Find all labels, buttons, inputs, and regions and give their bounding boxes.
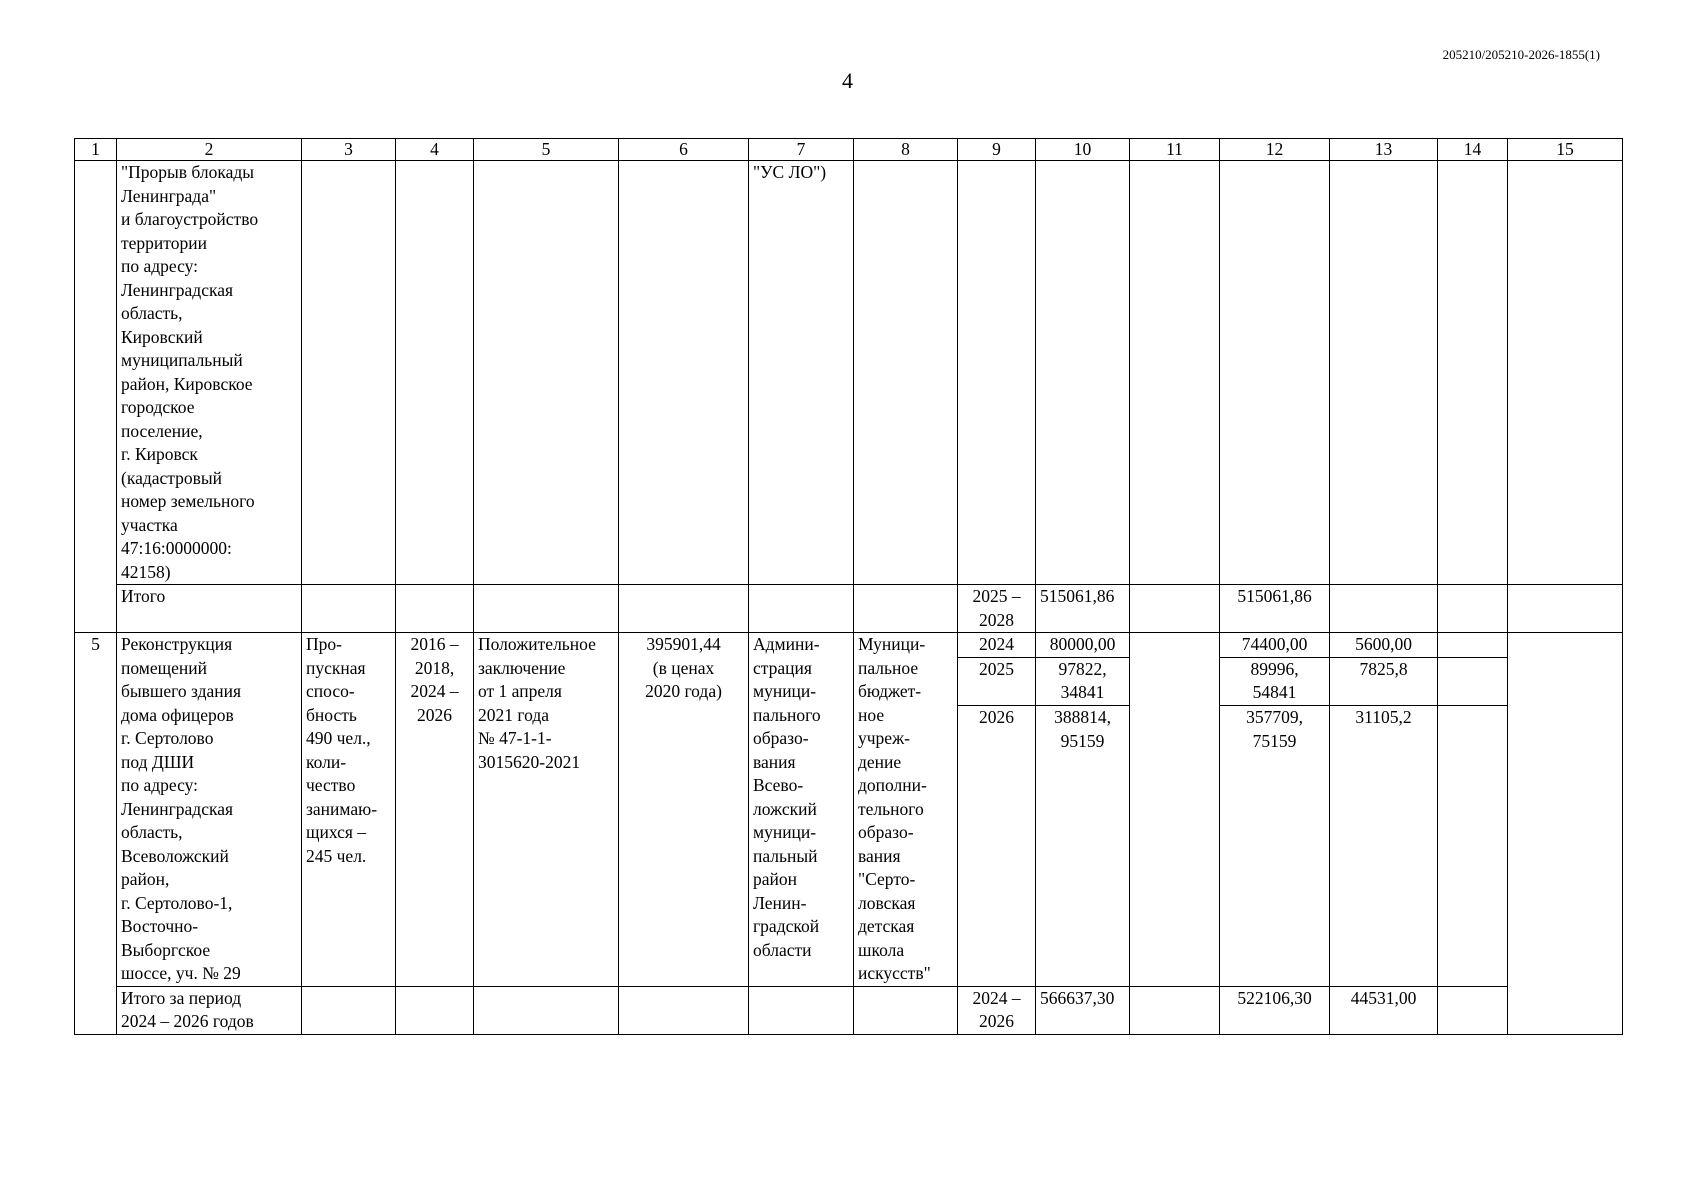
col12-cell: 89996, 54841 (1220, 657, 1330, 706)
table-cell (396, 585, 474, 633)
table-cell (1508, 585, 1623, 633)
column-header: 10 (1036, 139, 1130, 161)
column-header: 2 (117, 139, 302, 161)
table-cell (854, 585, 958, 633)
table-cell (1438, 161, 1508, 585)
year-cell: 2025 (958, 657, 1036, 706)
col13-cell: 31105,2 (1330, 706, 1438, 986)
table-cell (302, 986, 396, 1034)
table-cell (1438, 633, 1508, 658)
table-cell (1330, 161, 1438, 585)
table-cell (1130, 161, 1220, 585)
table-cell (1220, 161, 1330, 585)
column-header: 4 (396, 139, 474, 161)
table-cell (1130, 986, 1220, 1034)
total-col12: 515061,86 (1220, 585, 1330, 633)
investment-table (74, 138, 1623, 1035)
table-row-item5-total (75, 986, 1623, 1034)
table-cell (302, 585, 396, 633)
col10-cell: 388814, 95159 (1036, 706, 1130, 986)
col10-cell: 97822, 34841 (1036, 657, 1130, 706)
capacity-cell: Про- пускная спосо- бность 490 чел., коли- чество занимаю- щихся – 245 чел. (302, 633, 396, 987)
col12-cell: 74400,00 (1220, 633, 1330, 658)
table-cell (749, 986, 854, 1034)
table-cell (1508, 161, 1623, 585)
table-cell (474, 585, 619, 633)
customer-cell: "УС ЛО") (749, 161, 854, 585)
table-cell (1438, 706, 1508, 986)
column-header: 9 (958, 139, 1036, 161)
table-cell (1438, 657, 1508, 706)
years-cell: 2016 – 2018, 2024 – 2026 (396, 633, 474, 987)
column-header: 15 (1508, 139, 1623, 161)
table-cell (1036, 161, 1130, 585)
table-cell (958, 161, 1036, 585)
table-cell (749, 585, 854, 633)
col13-cell: 5600,00 (1330, 633, 1438, 658)
column-header: 7 (749, 139, 854, 161)
year-cell: 2024 (958, 633, 1036, 658)
item-number-cell (75, 161, 117, 633)
total-col12: 522106,30 (1220, 986, 1330, 1034)
column-header: 1 (75, 139, 117, 161)
cost-cell: 395901,44 (в ценах 2020 года) (619, 633, 749, 987)
table-cell (854, 986, 958, 1034)
table-cell (1438, 986, 1508, 1034)
column-header: 14 (1438, 139, 1508, 161)
total-col13: 44531,00 (1330, 986, 1438, 1034)
customer-cell: Админи- страция муници- пального образо- вания Всево- ложский муници- пальный район Ленин- градской области (749, 633, 854, 987)
table-cell (396, 161, 474, 585)
table-cell (474, 161, 619, 585)
col12-cell: 357709, 75159 (1220, 706, 1330, 986)
column-header: 8 (854, 139, 958, 161)
table-row-item5-2024 (75, 633, 1623, 658)
page-number: 4 (842, 68, 853, 93)
total-label: Итого (117, 585, 302, 633)
year-cell: 2026 (958, 706, 1036, 986)
column-header: 6 (619, 139, 749, 161)
header-row (75, 139, 1623, 161)
table-cell (1508, 633, 1623, 1035)
total-period: 2025 – 2028 (958, 585, 1036, 633)
total-col10: 566637,30 (1036, 986, 1130, 1034)
total-col10: 515061,86 (1036, 585, 1130, 633)
table-cell (619, 986, 749, 1034)
column-header: 11 (1130, 139, 1220, 161)
item-number-cell: 5 (75, 633, 117, 1035)
col10-cell: 80000,00 (1036, 633, 1130, 658)
developer-cell: Муници- пальное бюджет- ное учреж- дение дополни- тельного образо- вания "Серто- ловская детская школа искусств" (854, 633, 958, 987)
object-name-cell: "Прорыв блокады Ленинграда" и благоустройство территории по адресу: Ленинградская область, Кировский муниципальный район, Кировское городское поселение, г. Кировск (кадастровый номер земельного участка 47:16:0000000: 42158) (117, 161, 302, 585)
column-header: 3 (302, 139, 396, 161)
document-id: 205210/205210-2026-1855(1) (1442, 47, 1600, 62)
table-cell (1130, 633, 1220, 987)
col13-cell: 7825,8 (1330, 657, 1438, 706)
table-cell (396, 986, 474, 1034)
table-cell (1330, 585, 1438, 633)
total-period: 2024 – 2026 (958, 986, 1036, 1034)
table-cell (1130, 585, 1220, 633)
table-cell (302, 161, 396, 585)
table-cell (474, 986, 619, 1034)
table-row-total (75, 585, 1623, 633)
object-name-cell: Реконструкция помещений бывшего здания дома офицеров г. Сертолово под ДШИ по адресу: Ленинградская область, Всеволожский район, г. Сертолово-1, Восточно- Выборгское шоссе, уч. № 29 (117, 633, 302, 987)
table-cell (619, 585, 749, 633)
table-cell (1438, 585, 1508, 633)
column-header: 12 (1220, 139, 1330, 161)
table-cell (619, 161, 749, 585)
column-header: 5 (474, 139, 619, 161)
total-label: Итого за период 2024 – 2026 годов (117, 986, 302, 1034)
column-header: 13 (1330, 139, 1438, 161)
table-cell (854, 161, 958, 585)
conclusion-cell: Положительное заключение от 1 апреля 2021 года № 47-1-1- 3015620-2021 (474, 633, 619, 987)
table-row-continuation (75, 161, 1623, 585)
